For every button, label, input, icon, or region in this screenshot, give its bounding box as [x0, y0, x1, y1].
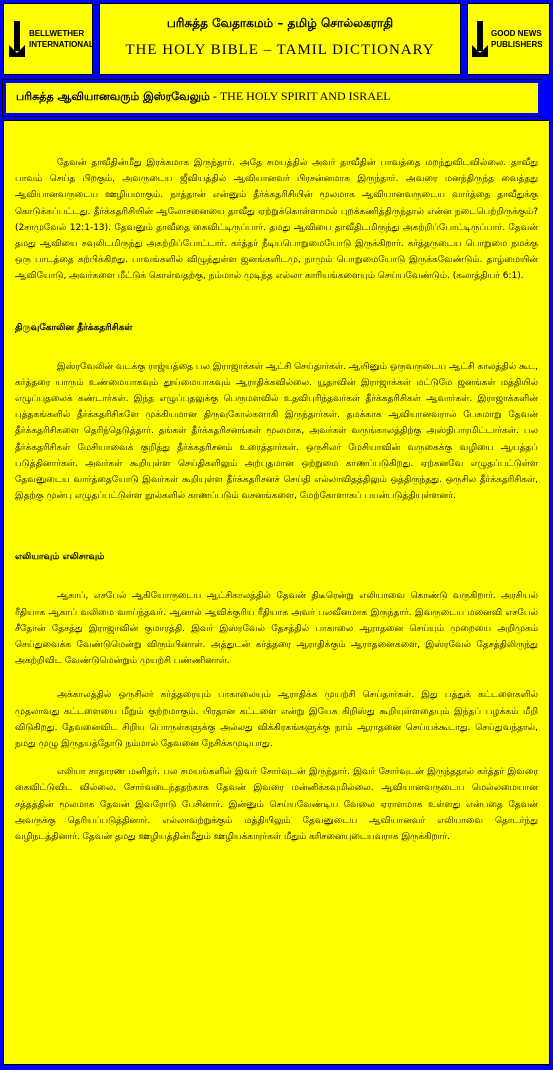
logo-line-2: INTERNATIONAL [29, 40, 94, 49]
logo-line-1: BELLWETHER [29, 29, 85, 38]
subheading-prophets: திருவுகோலின தீர்க்கதரிசிகள் [15, 322, 133, 333]
paragraph-2: இஸ்ரவேலின் வடக்கு ராஜ்யத்தை பல இராஜாக்கள் ஆட்சி செய்தார்கள். ஆயினும் ஒருவருடைய ஆட்சி காலத்தில் கூட, கர்த்தரை யாரும் உண்மையாகவும் தூய்மையாகவும் ஆராதிக்கவில்லை. யூதாவின் இராஜாக்கள் மட்டுமே ஜனங்கள் மத்தியில் எழுப்புதலைக் கண்டார்கள். இந்த எழுப்புதலுக்கு பெருமளவில் உதவிபுரிந்தவர்கள் தீர்க்கதரிசிகள் ஆவார்கள். இராஜாக்களின் புத்தகங்களில் தீர்க்கதரிசிகளே முக்கியமான திருவுகோல்களாகி இருந்தார்கள். தமக்காக ஆவியானவரால் பேசுமாறு தேவன் தீர்க்கதரிசிகளை தெரிந்தெடுத்தார். தங்கள் தீர்க்கதரிசனங்கள் மூலமாக, அவர்கள் வருங்காலத்திற்கு அஸ்திபாரமிட்டார்கள். பல தீர்க்கதரிசிகள் மேசியாவைக் குறித்து தீர்க்கதரிசனம் உரைத்தார்கள். ஒருசிலர் மேசியாவின் வருகைக்கு வழியை ஆயத்தப் படுத்தினார்கள். அவர்கள் கூறியுள்ள செய்திகளிலும் அற்புதமான ஒற்றுமை காணப்படுகிறது. ஏற்கனவே எழுதப்பட்டுள்ள தேவனுடைய வார்த்தையோடு இவர்கள் கூறியுள்ள தீர்க்கதரிசனச் செய்தி எல்லாவிதத்திலும் ஒத்திருந்தது. ஒருசில தீர்க்கதரிசிகள், இதற்கு முன்பு எழுதப்பட்டுள்ள நூல்களில் காணப்படும் வசனங்களை, மேற்கோளாகப் பயன்படுத்தியுள்ளனர். [15, 361, 538, 502]
heading-tamil: பரிசுத்த ஆவியானவரும் இஸ்ரவேலும் [16, 90, 210, 103]
open-book-icon [8, 19, 26, 59]
section-heading [3, 80, 541, 116]
logo-line-2: PUBLISHERS [491, 40, 543, 49]
paragraph-5: எலியா சாதாரண மனிதர். பல சமயங்களில் இவர் சோர்வுடன் இருந்தார். இவர் சோர்வுடன் இருந்ததால் கர்த்தர் இவரை கைவிட்டுவிட வில்லை. சோர்வடைந்ததற்காக தேவன் இவரை மன்னிக்கவுமில்லை. ஆவியானவருடைய மெல்லமையான சத்தத்தின் மூலமாக தேவன் இவரோடு பேசினார். இன்னும் செய்யவேண்டிய வேலை ஏராளமாக உள்ளது என்பதை தேவன் அவருக்கு தெரியப்படுத்தினார். எல்லாவற்றுக்கும் மத்தியிலும் தேவனுடைய ஆவியானவர் எலியாவை தொடர்ந்து வழிநடத்தினார். தேவன் தமது ஊழியத்தின்மீதும் ஊழியக்காரர்கள் மீதும் கரிசனையுடையவராக இருக்கிறார். [15, 767, 538, 843]
logo-line-1: GOOD NEWS [491, 29, 542, 38]
paragraph-4: அக்காலத்தில் ஒருசிலர் கர்த்தரையும் பாகாலையும் ஆராதிக்க முயற்சி செய்தார்கள். இது பத்துக் கட்டளைகளில் முதலாவது கட்டளையை மீறும் குற்றமாகும். பிரதான கட்டளை என்று இயேசு கிறிஸ்து கூறியுள்ளதையும் இந்தப் பழக்கம் மீறி விடுகிறது. தேவனைவிட சிறிய பொருள்களுக்கு அல்லது விக்கிரகங்களுக்கு நாம் ஆராதனை செய்யக்கூடாது. செய்துவந்தால், நமது முழு இருதயத்தோடு நம்மால் தேவனை நேசிக்கமுடியாது. [15, 690, 538, 750]
good-news-logo [467, 3, 550, 75]
subheading-elijah-elisha: எலியாவும் எலிசாவும் [15, 552, 105, 563]
article-body [3, 120, 550, 1065]
paragraph-1: தேவன் தாவீதின்மீது இரக்கமாக இருந்தார். அதே சமயத்தில் அவர் தாவீதின் பாவத்தை மறந்துவிடவில்லை. தாவீது பாவம் செய்த பிறகும், அவருடைய ஜீவியத்தில் ஆவியானவர் பிரசன்னமாக இருந்தார். அவரை மனந்திருந்த வைத்தது ஆவியானவருடைய ஊழியமாகும். நாத்தான் என்னும் தீர்க்கதரிசியின் மூலமாக ஆவியானவருடைய வார்த்தை தாவீதுக்கு கொடுக்கப்பட்டது. தீர்க்கதரிசியின் ஆலோசனையை தாவீது ஏற்றுக்கொள்ளாமல் புறக்கணித்திருந்தால் என்ன நடைபெற்றிருக்கும்? (2சாமுவேல் 12:1-13). தேவனும் தாவீதை கைவிட்டிருப்பார். தமது ஆவியை தாவீதிடமிருந்து அகற்றிப்போட்டிருப்பார். தேவன் தமது ஆவியை சவுலிடமிருந்து அகற்றிப்போட்டார். கர்த்தர் நீடியபொறுமையோடு இருக்கிறார். கர்த்தருடைய பொறுமை நமக்கு ஒரு பாடத்தை கற்பிக்கிறது. பாவங்களில் விழுந்துள்ள ஜனங்களிடமு, நாமும் பொறுமையோடு இருக்கவேண்டும். தாழ்மையின் ஆவியோடு, அவர்களை மீட்டுக் கொள்வதற்கு, நம்மால் முடிந்த எல்லா காரியங்களையும் செய்யவேண்டும். (கலாத்தியர் 6:1). [15, 158, 538, 282]
title-english: THE HOLY BIBLE – TAMIL DICTIONARY [125, 42, 435, 58]
open-book-icon [472, 19, 488, 59]
title-tamil: பரிசுத்த வேதாகமம் – தமிழ் சொல்லகராதி [166, 16, 394, 30]
paragraph-3: ஆகாப், எசபேல் ஆகியோருடைய ஆட்சிகாலத்தில் தேவன் திடீரென்று எலியாவை கொண்டு வருகிறார். அரசியல் ரீதியாக ஆகாப் வலிமை வாய்ந்தவர். ஆனால் ஆவிக்குரிய ரீதியாக அவர் பலவீனமாக இருந்தார். இவருடைய மனைவி எசபேல் சீதோன் தேசத்து இராஜாவின் குமாரத்தி. இவர் இஸ்ரவேல் தேசத்தில் பாகாலை ஆராதனை செய்யும் முறையை அறிமுகம் செய்துவைக்க வேண்டுமென்று விரும்பினாள். அத்துடன் கர்த்தரை ஆராதிக்கும் ஆராதனைகளை, இஸ்ரவேல் தேசத்திலிருந்து அகற்றிவிட வேண்டுமென்றும் முயற்சி பண்ணினாள். [15, 591, 538, 667]
bellwether-logo [3, 3, 93, 75]
title-banner [99, 3, 461, 75]
heading-english: - THE HOLY SPIRIT AND ISRAEL [209, 89, 391, 103]
